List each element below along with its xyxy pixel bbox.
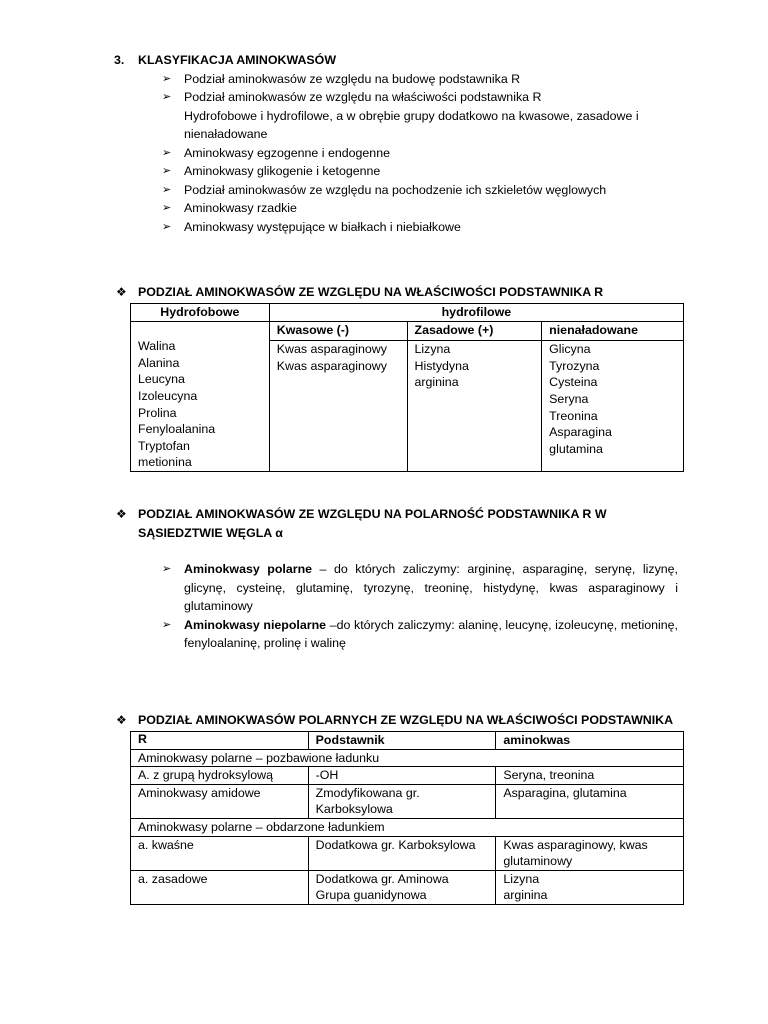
nonpolar-label: Aminokwasy niepolarne <box>184 617 327 632</box>
section-title-text: KLASYFIKACJA AMINOKWASÓW <box>138 53 337 67</box>
arrow-bullet-icon: ➢ <box>162 72 172 85</box>
polarity-list <box>162 560 678 653</box>
polarity-heading: ❖ PODZIAŁ AMINOKWASÓW ZE WZGLĘDU NA POLARNOŚĆ PODSTAWNIKA R W SĄSIEDZTWIE WĘGLA α <box>116 507 607 540</box>
arrow-bullet-icon: ➢ <box>162 165 172 177</box>
section-title <box>114 51 680 70</box>
polar-properties-table <box>130 731 684 905</box>
classification-list <box>114 70 680 237</box>
list-item: ➢ Aminokwasy rzadkie <box>114 199 680 218</box>
diamond-bullet-icon: ❖ <box>116 285 127 299</box>
list-item: ➢ Aminokwasy egzogenne i endogenne <box>114 144 680 163</box>
table-row: a. kwaśne Dodatkowa gr. Karboksylowa Kwas asparaginowy, kwas glutaminowy <box>131 836 684 870</box>
polar-label: Aminokwasy polarne <box>184 562 313 576</box>
hydrophobic-cell: Walina Alanina Leucyna Izoleucyna Prolina Fenyloalanina Tryptofan metionina <box>131 321 270 471</box>
arrow-bullet-icon: ➢ <box>162 146 172 159</box>
acidic-cell: Kwas asparaginowy Kwas asparaginowy <box>269 341 407 472</box>
header-empty <box>131 732 309 750</box>
list-item: ➢ Aminokwasy niepolarne –do których zaliczymy: alaninę, leucynę, izoleucynę, metioninę, fenyloalaninę, prolinę i walinę <box>162 617 678 650</box>
list-item: ➢ Podział aminokwasów ze względu na właściwości podstawnika R Hydrofobowe i hydrofilowe, a w obrębie grupy dodatkowo na kwasowe, zasadowe i nienaładowane <box>162 90 639 141</box>
header-acidic: Kwasowe (-) <box>269 321 407 341</box>
arrow-bullet-icon: ➢ <box>162 220 172 233</box>
header-aminoacid: aminokwas <box>496 732 684 750</box>
group-row: Aminokwasy polarne – pozbawione ładunku <box>131 749 684 767</box>
header-basic: Zasadowe (+) <box>407 321 542 341</box>
arrow-bullet-icon: ➢ <box>162 202 172 214</box>
list-item: ➢ Aminokwasy glikogenie i ketogenne <box>114 162 680 181</box>
arrow-bullet-icon: ➢ <box>162 563 172 575</box>
arrow-bullet-icon: ➢ <box>162 618 172 631</box>
basic-cell: Lizyna Histydyna arginina <box>407 341 542 472</box>
table2-heading: ❖ PODZIAŁ AMINOKWASÓW POLARNYCH ZE WZGLĘDU NA WŁAŚCIWOŚCI PODSTAWNIKA R <box>116 713 673 746</box>
table-row: A. z grupą hydroksylową -OH Seryna, treonina <box>131 767 684 785</box>
neutral-cell: Glicyna Tyrozyna Cysteina Seryna Treonina Asparagina glutamina <box>542 341 684 472</box>
group-row: Aminokwasy polarne – obdarzone ładunkiem <box>131 818 684 836</box>
arrow-bullet-icon: ➢ <box>162 183 172 196</box>
section-number: 3. <box>114 53 125 67</box>
section-classification <box>114 51 680 236</box>
diamond-bullet-icon: ❖ <box>116 713 127 727</box>
header-hydrophilic: hydrofilowe <box>269 304 683 322</box>
diamond-bullet-icon: ❖ <box>116 507 127 521</box>
table-row: a. zasadowe Dodatkowa gr. Aminowa Grupa guanidynowa Lizyna arginina <box>131 870 684 904</box>
list-item-detail: Hydrofobowe i hydrofilowe, a w obrębie grupy dodatkowo na kwasowe, zasadowe i nienaładowane <box>184 108 639 141</box>
header-hydrophobic: Hydrofobowe <box>131 304 270 322</box>
table-row: Aminokwasy amidowe Zmodyfikowana gr. Karboksylowa Asparagina, glutamina <box>131 784 684 818</box>
list-item: ➢ Podział aminokwasów ze względu na budowę podstawnika R <box>114 70 680 89</box>
properties-table <box>130 303 684 472</box>
list-item: ➢ Aminokwasy polarne – do których zaliczymy: argininę, asparaginę, serynę, lizynę, glicynę, cysteinę, glutaminę, tyrozynę, treoninę, histydynę, kwas asparaginowy i glutaminowy <box>162 562 678 613</box>
list-item: ➢ Podział aminokwasów ze względu na pochodzenie ich szkieletów węglowych <box>114 181 680 200</box>
header-substituent: Podstawnik <box>308 732 496 750</box>
list-item: ➢ Aminokwasy występujące w białkach i niebiałkowe <box>114 218 680 237</box>
table1-heading: ❖ PODZIAŁ AMINOKWASÓW ZE WZGLĘDU NA WŁAŚCIWOŚCI PODSTAWNIKA R <box>116 283 682 302</box>
arrow-bullet-icon: ➢ <box>162 91 172 103</box>
header-neutral: nienaładowane <box>542 321 684 341</box>
